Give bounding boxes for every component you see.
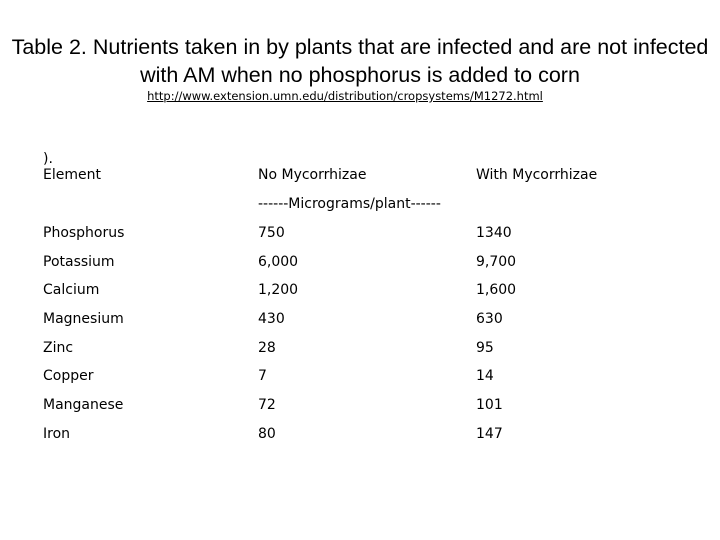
cell-element: Calcium: [43, 282, 100, 298]
cell-with-mycorrhizae: 630: [476, 311, 503, 327]
cell-with-mycorrhizae: 9,700: [476, 254, 517, 270]
cell-with-mycorrhizae: 95: [476, 340, 494, 356]
cell-element: Manganese: [43, 397, 124, 413]
cell-no-mycorrhizae: 28: [258, 340, 276, 356]
cell-element: Zinc: [43, 340, 74, 356]
cell-with-mycorrhizae: 147: [476, 426, 503, 442]
stray-punctuation: ).: [43, 151, 53, 167]
cell-no-mycorrhizae: 6,000: [258, 254, 299, 270]
header-with-mycorrhizae: With Mycorrhizae: [476, 167, 598, 183]
cell-element: Iron: [43, 426, 71, 442]
units-label: ------Micrograms/plant------: [258, 196, 441, 212]
cell-no-mycorrhizae: 72: [258, 397, 276, 413]
cell-no-mycorrhizae: 1,200: [258, 282, 299, 298]
cell-element: Magnesium: [43, 311, 124, 327]
cell-element: Phosphorus: [43, 225, 125, 241]
cell-element: Copper: [43, 368, 94, 384]
cell-no-mycorrhizae: 7: [258, 368, 267, 384]
cell-with-mycorrhizae: 1340: [476, 225, 512, 241]
cell-with-mycorrhizae: 14: [476, 368, 494, 384]
source-link[interactable]: http://www.extension.umn.edu/distribution/cropsystems/M1272.html: [147, 89, 543, 103]
cell-no-mycorrhizae: 430: [258, 311, 285, 327]
header-element: Element: [43, 167, 101, 183]
header-no-mycorrhizae: No Mycorrhizae: [258, 167, 367, 183]
cell-no-mycorrhizae: 80: [258, 426, 276, 442]
page-title: Table 2. Nutrients taken in by plants that are infected and are not infected with AM when no phosphorus is added to corn: [11, 35, 709, 87]
cell-no-mycorrhizae: 750: [258, 225, 285, 241]
cell-element: Potassium: [43, 254, 115, 270]
cell-with-mycorrhizae: 101: [476, 397, 503, 413]
cell-with-mycorrhizae: 1,600: [476, 282, 517, 298]
